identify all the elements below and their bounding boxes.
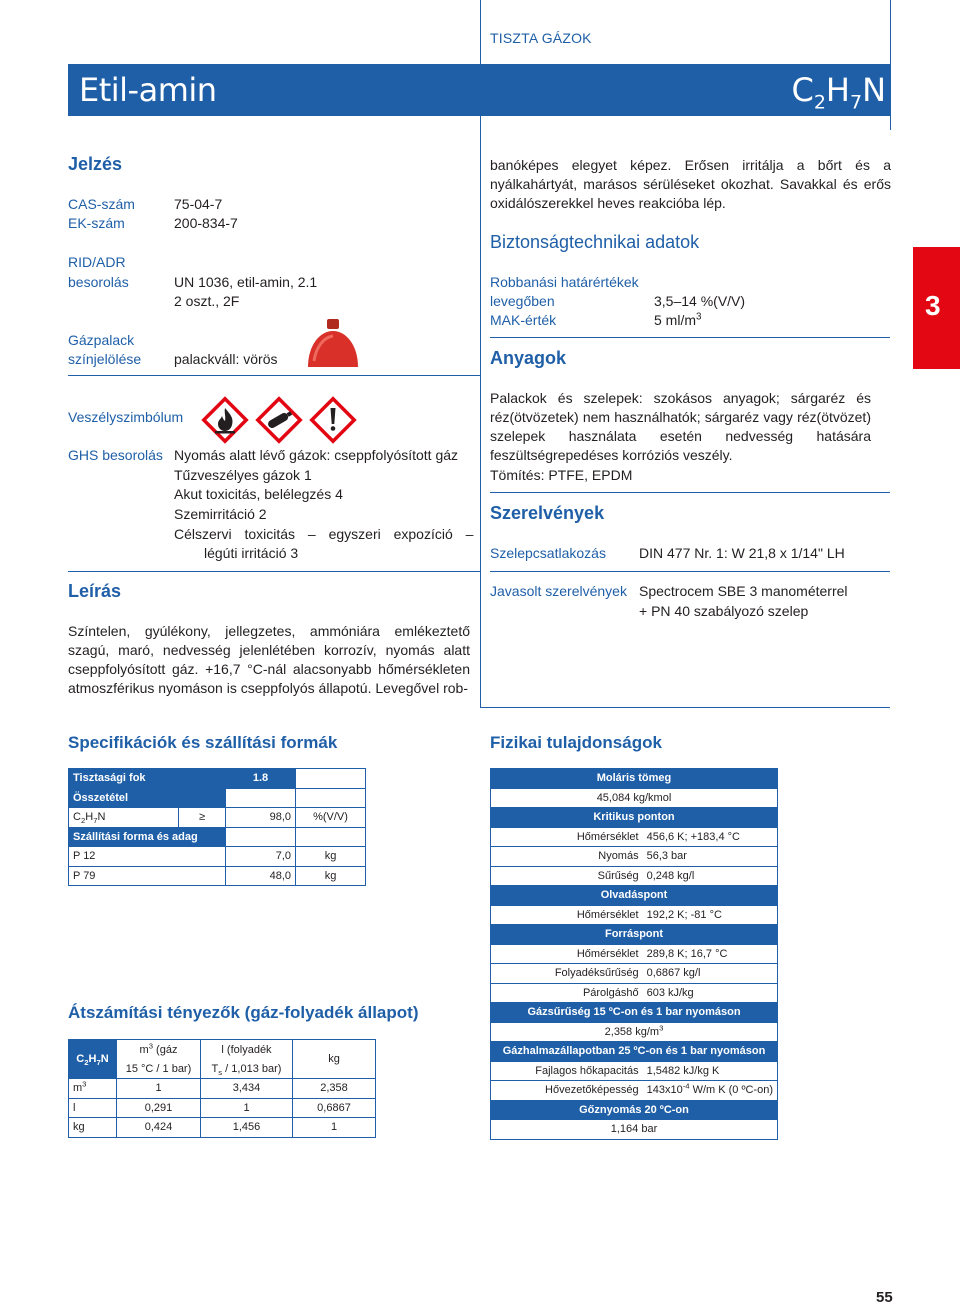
gas-cylinder-icon — [254, 395, 304, 445]
chapter-tab-number: 3 — [925, 290, 941, 321]
szallitasi-label: Szállítási forma és adag — [69, 827, 226, 847]
rid-label-2: besorolás — [68, 274, 129, 290]
form-value: 7,0 — [226, 847, 296, 867]
molaris-value: 45,084 kg/kmol — [491, 788, 778, 808]
prop-value: 289,8 K; 16,7 °C — [643, 944, 778, 964]
leiras-text-right: banóképes elegyet képez. Erősen irritálja a bőrt és a nyálkahártyát, marásos sérüléseket okozhat. Savakkal és erős oxidálószerekkel heves reakcióba lép. — [490, 157, 891, 211]
spec-table — [68, 768, 366, 886]
form-name: P 12 — [69, 847, 226, 867]
veszely-label: Veszélyszimbólum — [68, 409, 184, 425]
row-value: 1 — [117, 1079, 201, 1099]
goznyomas-value: 1,164 bar — [491, 1120, 778, 1140]
atszamitas-table — [68, 1039, 376, 1138]
gazsuruseg-value: 2,358 $kg/m^3$ — [491, 1022, 778, 1042]
ghs-line-5: Célszervi toxicitás – egyszeri expozíció – — [174, 526, 474, 542]
form-name: P 79 — [69, 866, 226, 886]
col2-header-2: $T_s / 1,013$ bar) — [201, 1059, 293, 1079]
prop-value: 603 kJ/kg — [643, 983, 778, 1003]
comp-value: 98,0 — [226, 808, 296, 828]
rid-value: UN 1036, etil-amin, 2.1 — [174, 274, 318, 290]
row-unit: l — [69, 1098, 117, 1118]
row-value: 0,291 — [117, 1098, 201, 1118]
osszetetel-label: Összetétel — [69, 788, 226, 808]
ghs-line-2: Tűzveszélyes gázok 1 — [174, 467, 312, 483]
ghs-line-1: Nyomás alatt lévő gázok: cseppfolyósított gáz — [174, 447, 459, 463]
prop-label: Hőmérséklet — [491, 944, 643, 964]
col1-header-2: 15 °C / 1 bar) — [117, 1059, 201, 1079]
atszamitas-corner: $C_2H_7N$ — [69, 1040, 117, 1079]
goznyomas-heading: Gőznyomás 20 ºC-on — [491, 1100, 778, 1120]
szelepcsatlakozas-label: Szelepcsatlakozás — [490, 545, 606, 561]
forras-heading: Forráspont — [491, 925, 778, 945]
prop-label: Nyomás — [491, 847, 643, 867]
biztonsag-heading: Biztonságtechnikai adatok — [490, 232, 700, 252]
row-value: 0,424 — [117, 1118, 201, 1138]
fizikai-table — [490, 768, 778, 1140]
leiras-text-left: Színtelen, gyúlékony, jellegzetes, ammóniára emlékeztető szagú, maró, nedvesség jelenlétében korrozív, nyomás alatt cseppfolyósított gáz. +16,7 °C-nál alacsonyabb hőmérsékleten atmoszférikus nyomáson is cseppfolyós állapotú. Levegővel rob- — [68, 623, 470, 696]
gazsuruseg-heading: Gázsűrűség 15 ºC-on és 1 bar nyomáson — [491, 1003, 778, 1023]
col1-header: $m^3$ (gáz — [117, 1040, 201, 1060]
exclamation-icon — [308, 395, 358, 445]
flame-icon — [200, 395, 250, 445]
col3-header: kg — [293, 1040, 376, 1079]
gazpalack-label-2: színjelölése — [68, 351, 142, 367]
comp-ge: ≥ — [179, 808, 226, 828]
jelzes-heading: Jelzés — [68, 154, 123, 174]
olvadas-heading: Olvadáspont — [491, 886, 778, 906]
ghs-line-6: légúti irritáció 3 — [204, 545, 299, 561]
mak-value: 5 $ml/m^3$ — [654, 311, 702, 328]
prop-value: $143x10^{-4}$ W/m K (0 ºC-on) — [643, 1081, 778, 1101]
row-value: 3,434 — [201, 1079, 293, 1099]
row-value: 1 — [201, 1098, 293, 1118]
kritikus-heading: Kritikus ponton — [491, 808, 778, 828]
prop-value: 192,2 K; -81 °C — [643, 905, 778, 925]
szelepcsatlakozas-value: DIN 477 Nr. 1: W 21,8 x 1/14" LH — [639, 545, 845, 561]
form-unit: kg — [296, 847, 366, 867]
comp-unit: %(V/V) — [296, 808, 366, 828]
robbanasi-value: 3,5–14 %(V/V) — [654, 293, 746, 309]
leiras-heading: Leírás — [68, 581, 122, 601]
page-title: Etil-amin — [79, 71, 217, 109]
category-label: TISZTA GÁZOK — [490, 30, 592, 46]
javasolt-value-1: Spectrocem SBE 3 manométerrel — [639, 583, 848, 599]
javasolt-value-2: + PN 40 szabályozó szelep — [639, 603, 809, 619]
page-number: 55 — [876, 1289, 893, 1306]
comp-formula: $C_2H_7N$ — [69, 808, 179, 828]
ek-label: EK-szám — [68, 215, 125, 231]
ghs-line-4: Szemirritáció 2 — [174, 506, 267, 522]
prop-value: 0,6867 kg/l — [643, 964, 778, 984]
anyagok-heading: Anyagok — [490, 348, 567, 368]
row-value: 1 — [293, 1118, 376, 1138]
levegoben-label: levegőben — [490, 293, 555, 309]
anyagok-text: Palackok és szelepek: szokásos anyagok; sárgaréz és réz(ötvözetek) nem használhatók; sárgaréz vagy réz(ötvözet) szelepek használata esetén nedvesség hatására feszültségrepedéses korróziós veszély. — [490, 390, 871, 463]
tisztasag-value: 1.8 — [226, 769, 296, 789]
prop-label: Hőmérséklet — [491, 905, 643, 925]
moláris-heading: Moláris tömeg — [491, 769, 778, 789]
prop-value: 56,3 bar — [643, 847, 778, 867]
form-value: 48,0 — [226, 866, 296, 886]
ghs-line-3: Akut toxicitás, belélegzés 4 — [174, 486, 343, 502]
ghs-label: GHS besorolás — [68, 447, 163, 463]
row-value: 0,6867 — [293, 1098, 376, 1118]
spec-heading: Specifikációk és szállítási formák — [68, 733, 338, 752]
cylinder-shoulder-icon — [300, 317, 366, 369]
robbanasi-label: Robbanási határértékek — [490, 274, 639, 290]
row-unit: $m^3$ — [69, 1079, 117, 1099]
formula-title: $C_2H_7N$ — [791, 71, 886, 114]
mak-label: MAK-érték — [490, 312, 557, 328]
prop-value: 456,6 K; +183,4 °C — [643, 827, 778, 847]
prop-label: Fajlagos hőkapacitás — [491, 1061, 643, 1081]
tisztasag-label: Tisztasági fok — [69, 769, 226, 789]
tomites-text: Tömítés: PTFE, EPDM — [490, 467, 633, 483]
fizikai-heading: Fizikai tulajdonságok — [490, 733, 662, 752]
prop-label: Sűrűség — [491, 866, 643, 886]
szerelvenyek-heading: Szerelvények — [490, 503, 605, 523]
rid-value-2: 2 oszt., 2F — [174, 293, 240, 309]
cas-label: CAS-szám — [68, 196, 135, 212]
ek-value: 200-834-7 — [174, 215, 238, 231]
gazpalack-value: palackváll: vörös — [174, 351, 278, 367]
prop-value: 1,5482 kJ/kg K — [643, 1061, 778, 1081]
prop-label: Hővezetőképesség — [491, 1081, 643, 1101]
col2-header: l (folyadék — [201, 1040, 293, 1060]
rid-label: RID/ADR — [68, 254, 126, 270]
prop-value: 0,248 kg/l — [643, 866, 778, 886]
row-unit: kg — [69, 1118, 117, 1138]
prop-label: Párolgáshő — [491, 983, 643, 1003]
javasolt-label: Javasolt szerelvények — [490, 583, 627, 599]
row-value: 2,358 — [293, 1079, 376, 1099]
prop-label: Hőmérséklet — [491, 827, 643, 847]
gazhalmaz-heading: Gázhalmazállapotban 25 ºC-on és 1 bar nyomáson — [491, 1042, 778, 1062]
prop-label: Folyadéksűrűség — [491, 964, 643, 984]
atszamitas-heading: Átszámítási tényezők (gáz-folyadék állapot) — [68, 1003, 419, 1022]
form-unit: kg — [296, 866, 366, 886]
row-value: 1,456 — [201, 1118, 293, 1138]
cas-value: 75-04-7 — [174, 196, 223, 212]
gazpalack-label: Gázpalack — [68, 332, 135, 348]
